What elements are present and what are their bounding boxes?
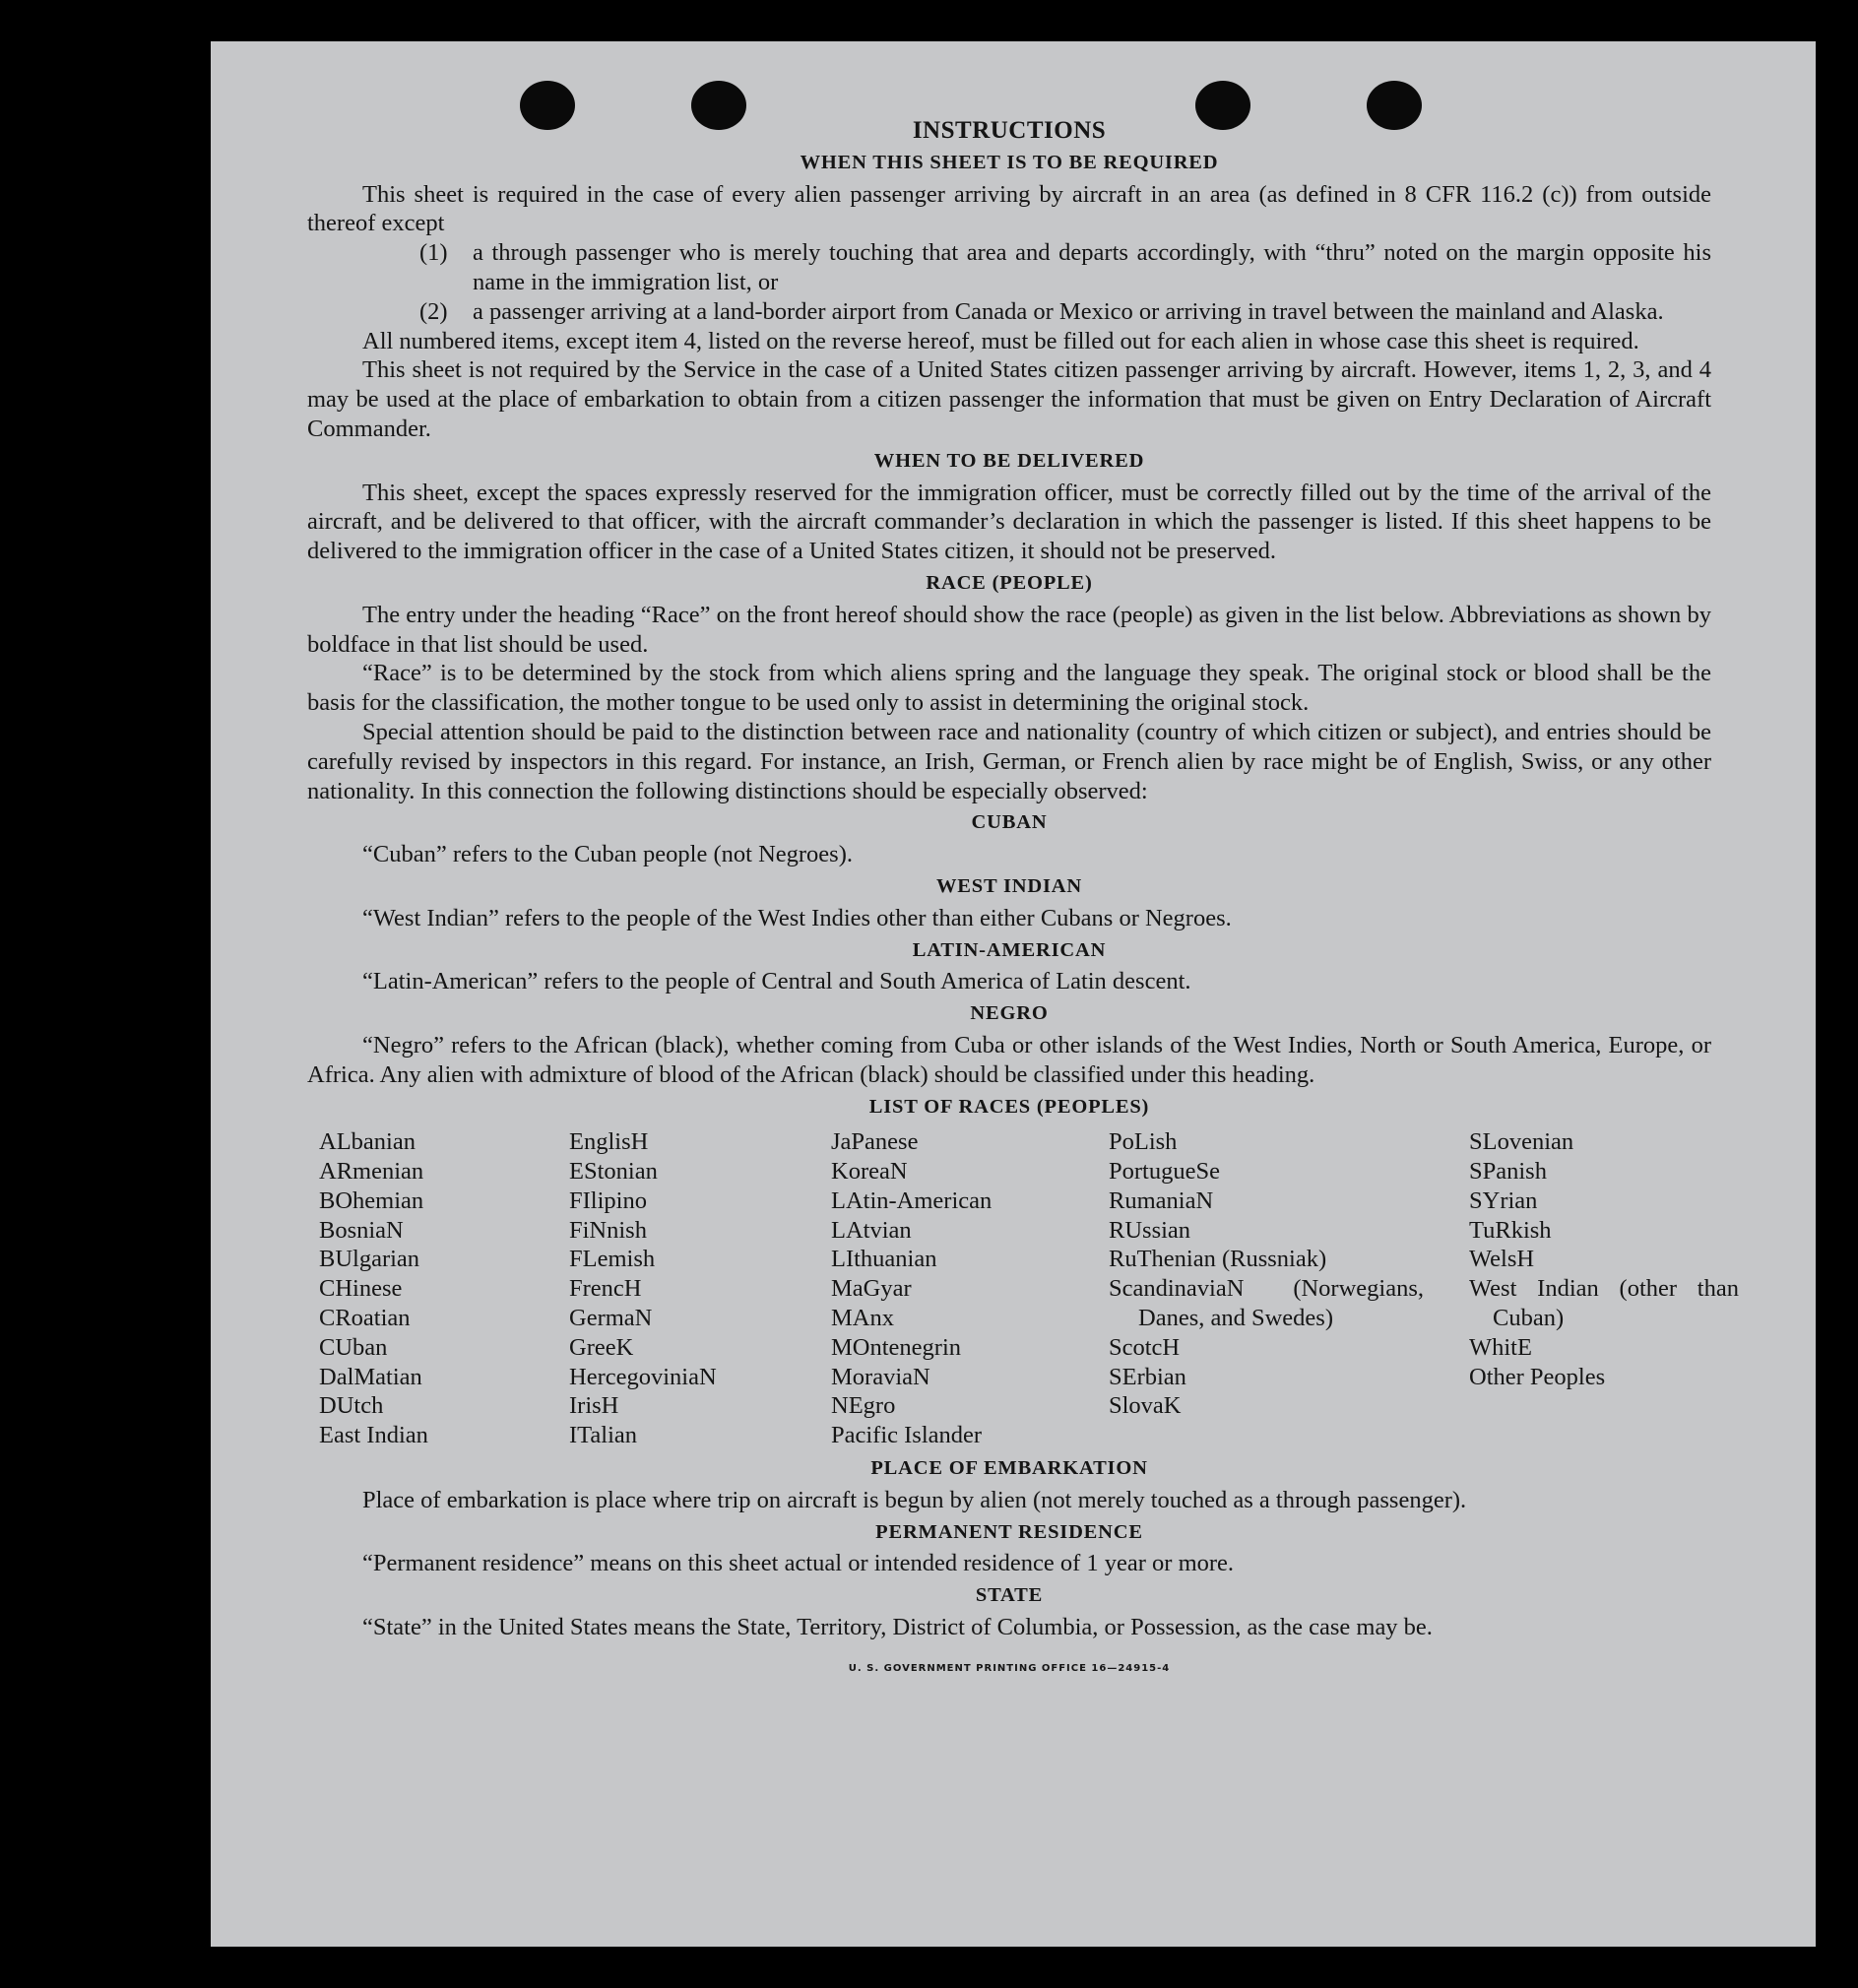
race-entry: GreeK — [569, 1333, 634, 1361]
races-column — [569, 1127, 831, 1450]
section-heading: LATIN-AMERICAN — [912, 938, 1107, 961]
race-entry: MAnx — [831, 1305, 894, 1332]
list-item — [419, 297, 1711, 327]
section-heading: LIST OF RACES (PEOPLES) — [868, 1095, 1150, 1118]
race-entry: TuRkish — [1469, 1216, 1552, 1244]
race-entry: DUtch — [319, 1392, 384, 1420]
race-entry: ARmenian — [319, 1158, 424, 1186]
race-entry: ScandinaviaN (Norwegians, Danes, and Swedes) — [1109, 1275, 1424, 1332]
section-heading: WEST INDIAN — [936, 874, 1082, 897]
section-heading: PERMANENT RESIDENCE — [875, 1520, 1143, 1543]
race-entry: KoreaN — [831, 1158, 908, 1186]
item-number: (2) — [419, 297, 448, 325]
section-heading: NEGRO — [970, 1002, 1049, 1025]
list-item — [419, 238, 1711, 297]
race-entry: JaPanese — [831, 1128, 919, 1156]
paragraph: “Cuban” refers to the Cuban people (not Negroes). — [362, 841, 853, 868]
race-entry: BosniaN — [319, 1216, 404, 1244]
paragraph: “West Indian” refers to the people of the West Indies other than either Cubans or Negroes. — [362, 904, 1232, 931]
races-column — [1469, 1127, 1739, 1450]
race-entry: Other Peoples — [1469, 1363, 1606, 1390]
paragraph: Special attention should be paid to the distinction between race and nationality (country of which citizen or subject), and entries should be carefully revised by inspectors in this regard. For instance, an Irish, German, or French alien by race might be of English, Swiss, or any other nationality. In this connection the following distinctions should be especially observed: — [307, 718, 1711, 804]
race-entry: DalMatian — [319, 1363, 422, 1390]
section-heading: PLACE OF EMBARKATION — [870, 1457, 1148, 1480]
race-entry: ALbanian — [319, 1128, 416, 1156]
race-entry: FLemish — [569, 1246, 656, 1273]
race-entry: FrencH — [569, 1275, 642, 1303]
paragraph: Place of embarkation is place where trip on aircraft is begun by alien (not merely touched as a through passenger). — [362, 1486, 1467, 1513]
race-entry: WelsH — [1469, 1246, 1535, 1273]
race-entry: SlovaK — [1109, 1392, 1182, 1420]
section-heading: RACE (PEOPLE) — [926, 571, 1093, 594]
item-text: a passenger arriving at a land-border airport from Canada or Mexico or arriving in travel between the mainland and Alaska. — [473, 297, 1664, 325]
race-entry: NEgro — [831, 1392, 896, 1420]
races-list — [319, 1127, 1739, 1450]
paragraph: “Race” is to be determined by the stock from which aliens spring and the language they speak. The original stock or blood shall be the basis for the classification, the mother tongue to be used only to assist in determining the original stock. — [307, 660, 1711, 717]
race-entry: PoLish — [1109, 1128, 1178, 1156]
page-title: INSTRUCTIONS — [912, 117, 1107, 144]
race-entry: PortugueSe — [1109, 1158, 1220, 1186]
races-column — [1109, 1127, 1469, 1450]
race-entry: CUban — [319, 1333, 388, 1361]
race-entry: ITalian — [569, 1422, 638, 1449]
paragraph: The entry under the heading “Race” on the front hereof should show the race (people) as given in the list below. Abbreviations as shown by boldface in that list should be used. — [307, 601, 1711, 658]
race-entry: RUssian — [1109, 1216, 1191, 1244]
section-heading: STATE — [975, 1584, 1044, 1607]
race-entry: Pacific Islander — [831, 1422, 983, 1449]
race-entry: WhitE — [1469, 1333, 1532, 1361]
section-heading: CUBAN — [971, 811, 1048, 834]
race-entry: RumaniaN — [1109, 1186, 1214, 1214]
race-entry: SErbian — [1109, 1363, 1186, 1390]
race-entry: MoraviaN — [831, 1363, 930, 1390]
paragraph: All numbered items, except item 4, listed on the reverse hereof, must be filled out for each alien in whose case this sheet is required. — [362, 327, 1639, 354]
race-entry: MaGyar — [831, 1275, 912, 1303]
paragraph: “Permanent residence” means on this sheet actual or intended residence of 1 year or more. — [362, 1550, 1235, 1577]
race-entry: SPanish — [1469, 1158, 1547, 1186]
race-entry: FiNnish — [569, 1216, 647, 1244]
race-entry: West Indian (other than Cuban) — [1469, 1275, 1739, 1332]
paragraph: “Latin-American” refers to the people of Central and South America of Latin descent. — [362, 968, 1191, 995]
race-entry: BOhemian — [319, 1186, 424, 1214]
race-entry: EStonian — [569, 1158, 658, 1186]
race-entry: LAtvian — [831, 1216, 912, 1244]
races-column — [831, 1127, 1109, 1450]
race-entry: GermaN — [569, 1305, 653, 1332]
item-text: a through passenger who is merely touching that area and departs accordingly, with “thru” noted on the margin opposite his name in the immigration list, or — [473, 239, 1711, 295]
race-entry: HercegoviniaN — [569, 1363, 717, 1390]
paragraph: This sheet is required in the case of every alien passenger arriving by aircraft in an area (as defined in 8 CFR 116.2 (c)) from outside thereof except — [307, 180, 1711, 237]
race-entry: RuThenian (Russniak) — [1109, 1246, 1327, 1273]
printer-imprint: U. S. GOVERNMENT PRINTING OFFICE 16—24915-4 — [848, 1662, 1171, 1674]
form-sheet — [211, 41, 1816, 1947]
race-entry: East Indian — [319, 1422, 428, 1449]
item-number: (1) — [419, 239, 448, 267]
race-entry: MOntenegrin — [831, 1333, 961, 1361]
paragraph: This sheet, except the spaces expressly reserved for the immigration officer, must be correctly filled out by the time of the arrival of the aircraft, and be delivered to that officer, with the aircraft commander’s declaration in which the passenger is listed. If this sheet happens to be delivered to the immigration officer in the case of a United States citizen, it should not be preserved. — [307, 479, 1711, 565]
race-entry: LIthuanian — [831, 1246, 937, 1273]
race-entry: CRoatian — [319, 1305, 411, 1332]
race-entry: LAtin-American — [831, 1186, 993, 1214]
race-entry: SLovenian — [1469, 1128, 1574, 1156]
races-column — [319, 1127, 569, 1450]
instructions-body — [307, 116, 1739, 1684]
race-entry: BUlgarian — [319, 1246, 420, 1273]
race-entry: CHinese — [319, 1275, 403, 1303]
section-heading: WHEN THIS SHEET IS TO BE REQUIRED — [800, 151, 1219, 173]
paragraph: This sheet is not required by the Service in the case of a United States citizen passenger arriving by aircraft. However, items 1, 2, 3, and 4 may be used at the place of embarkation to obtain from a citizen passenger the information that must be given on Entry Declaration of Aircraft Commander. — [307, 356, 1711, 442]
race-entry: IrisH — [569, 1392, 619, 1420]
race-entry: ScotcH — [1109, 1333, 1181, 1361]
section-heading: WHEN TO BE DELIVERED — [873, 449, 1145, 472]
paragraph: “Negro” refers to the African (black), whether coming from Cuba or other islands of the West Indies, North or South America, Europe, or Africa. Any alien with admixture of blood of the African (black) should be classified under this heading. — [307, 1031, 1711, 1088]
race-entry: EnglisH — [569, 1128, 649, 1156]
race-entry: SYrian — [1469, 1186, 1538, 1214]
paragraph: “State” in the United States means the State, Territory, District of Columbia, or Possession, as the case may be. — [362, 1614, 1433, 1641]
race-entry: FIlipino — [569, 1186, 647, 1214]
